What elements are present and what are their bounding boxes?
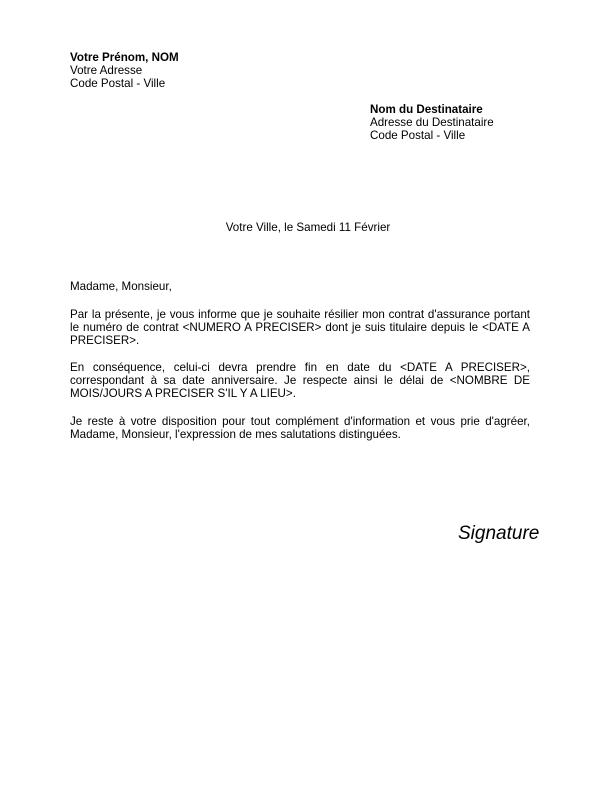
recipient-postal-city: Code Postal - Ville	[370, 129, 466, 142]
sender-address: Votre Adresse	[70, 64, 143, 77]
date-line: Votre Ville, le Samedi 11 Février	[225, 221, 391, 234]
recipient-name: Nom du Destinataire	[370, 103, 483, 116]
signature-label: Signature	[458, 523, 540, 544]
salutation: Madame, Monsieur,	[70, 280, 172, 293]
sender-name: Votre Prénom, NOM	[70, 51, 179, 64]
body-paragraph-2: En conséquence, celui-ci devra prendre fin en date du <DATE A PRECISER>, correspondant à sa date anniversaire. Je respecte ainsi le délai de <NOMBRE DE MOIS/JOURS A PRECISER S'IL Y A LIEU>.	[70, 361, 530, 400]
letter-body	[70, 280, 530, 455]
body-paragraph-3: Je reste à votre disposition pour tout complément d'information et vous prie d'agréer, Madame, Monsieur, l'expression de mes salutations distinguées.	[70, 414, 530, 441]
body-paragraph-1: Par la présente, je vous informe que je souhaite résilier mon contrat d'assurance portant le numéro de contrat <NUMERO A PRECISER> dont je suis titulaire depuis le <DATE A PRECISER>.	[70, 307, 530, 347]
sender-address-block	[70, 51, 179, 90]
sender-postal-city: Code Postal - Ville	[70, 77, 166, 90]
recipient-address-block	[370, 103, 494, 142]
recipient-address: Adresse du Destinataire	[370, 116, 494, 129]
